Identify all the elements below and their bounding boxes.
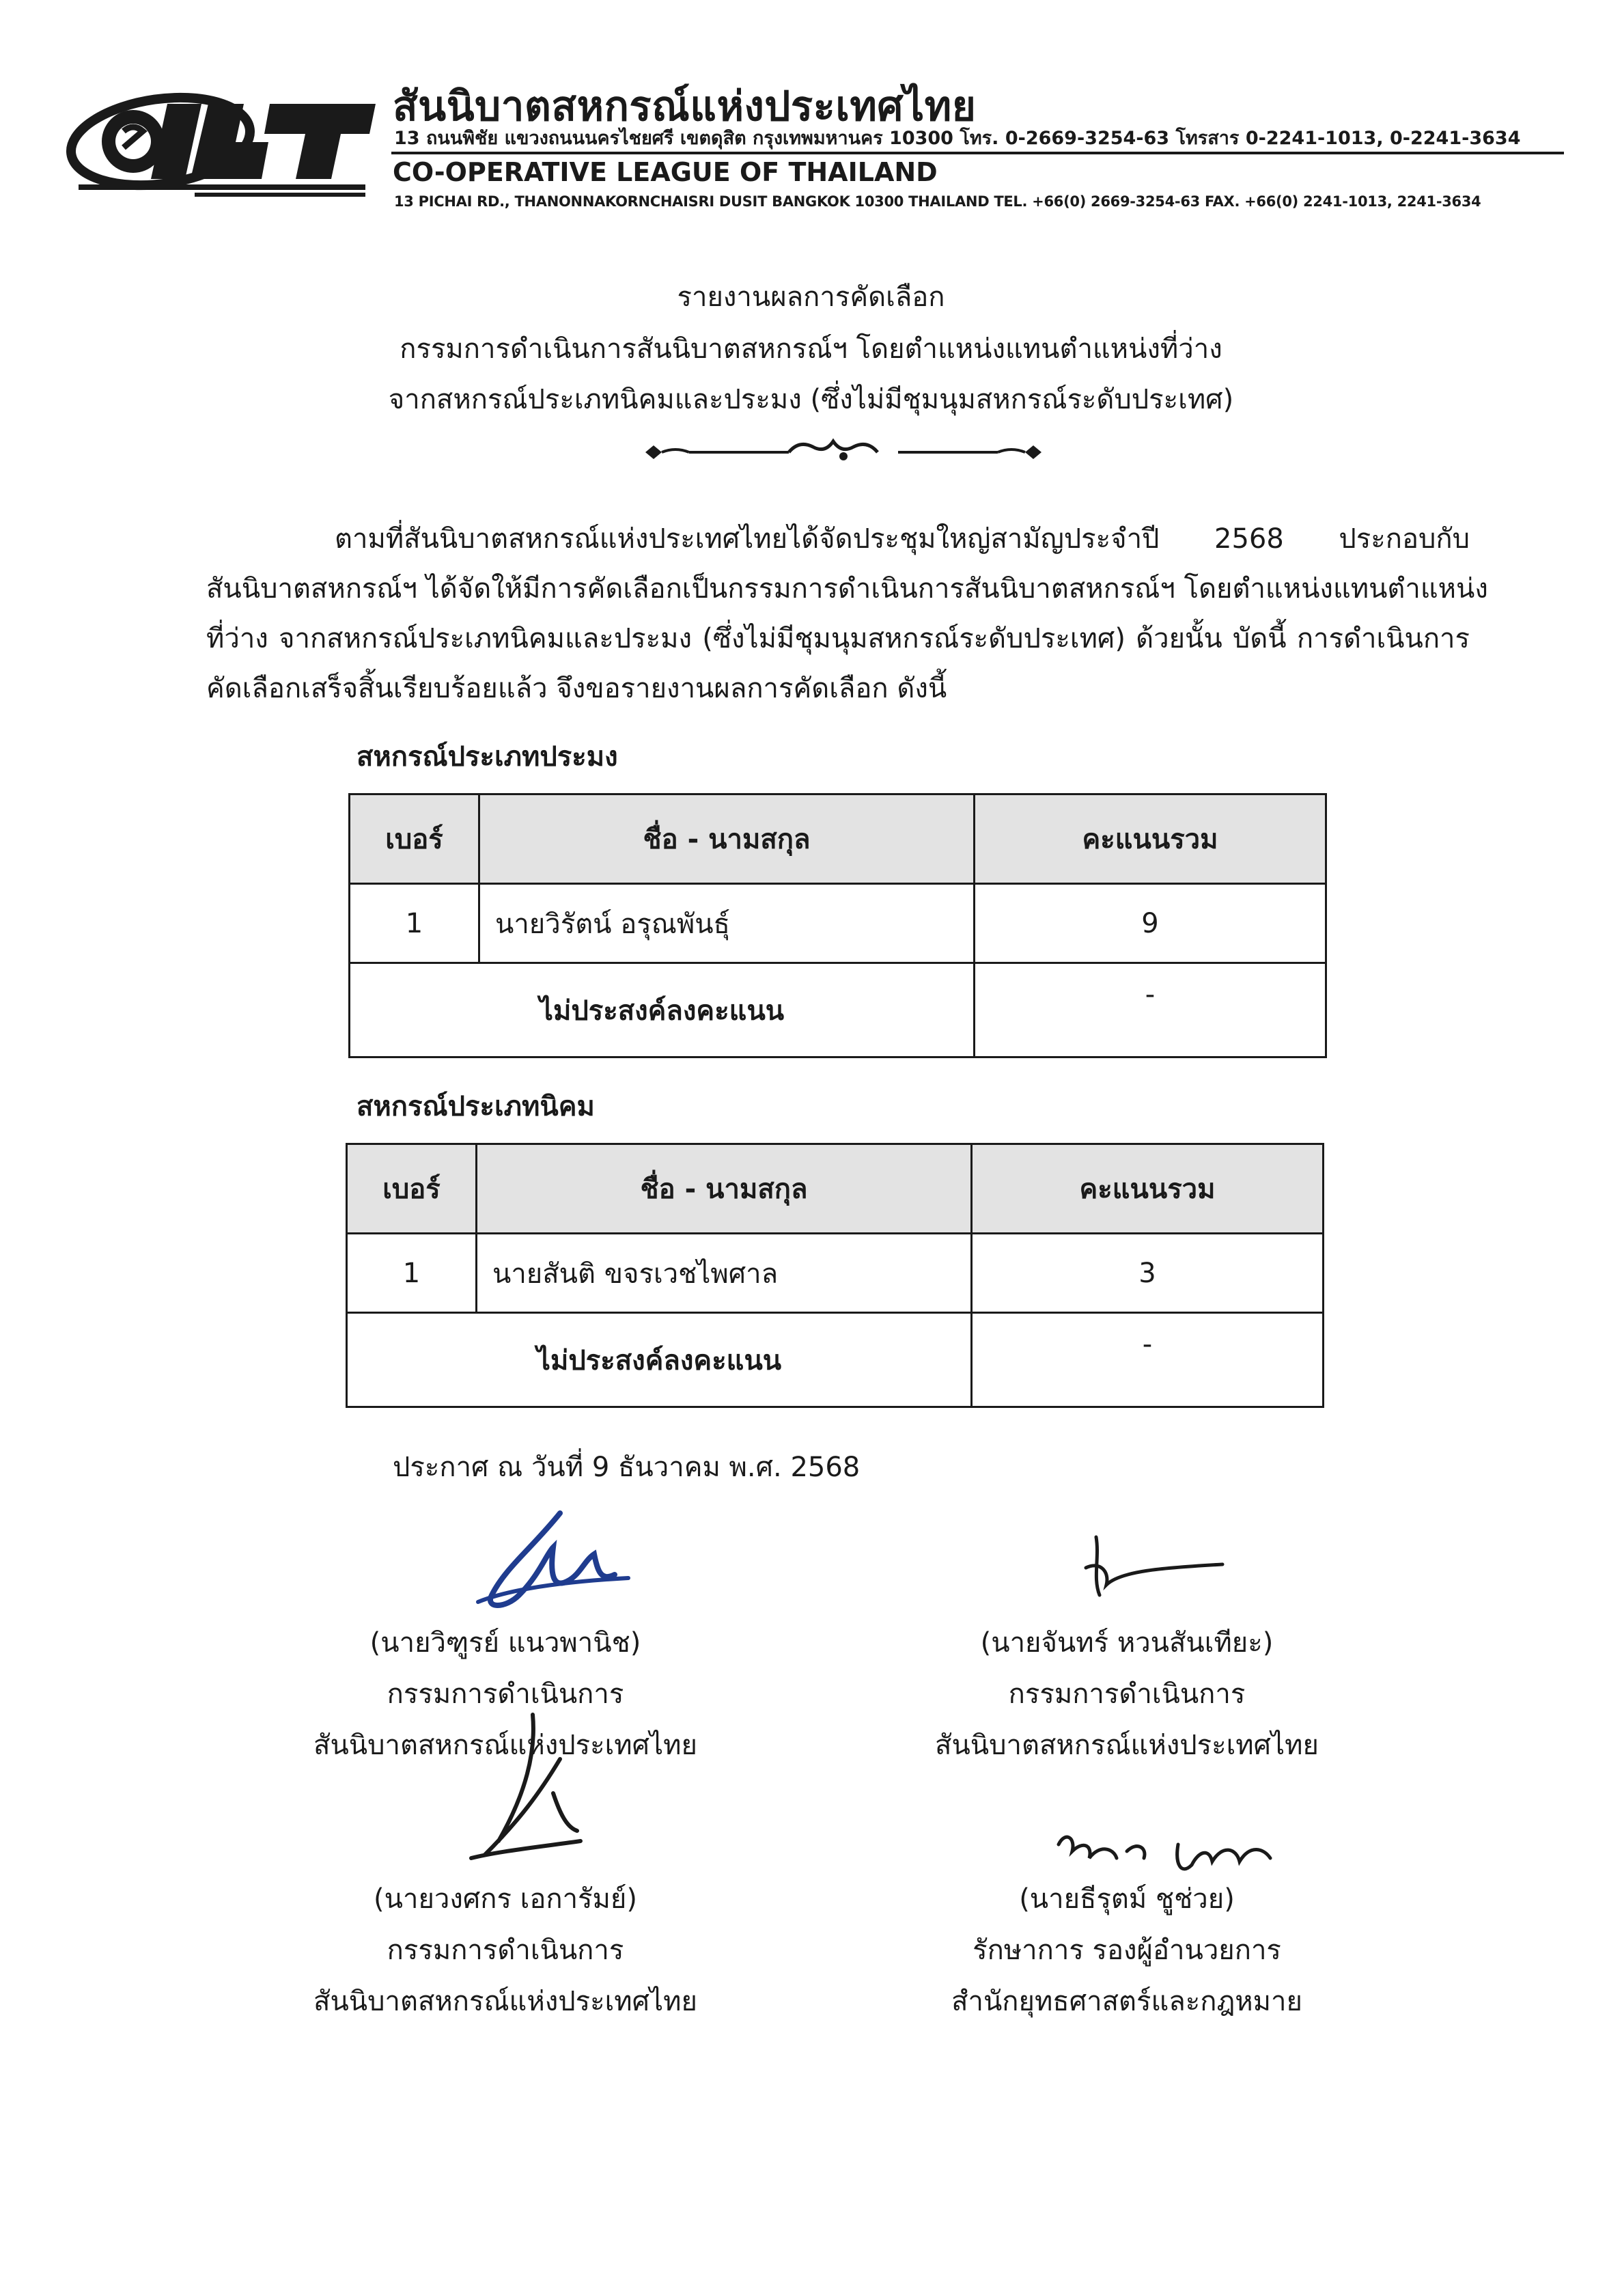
table-row	[347, 1234, 1324, 1313]
address-en: 13 PICHAI RD., THANONNAKORNCHAISRI DUSIT BANGKOK 10300 THAILAND TEL. +66(0) 2669-3254-63 FAX. +66(0) 2241-1013, 2241-3634	[394, 193, 1481, 210]
table-row	[350, 884, 1326, 963]
announcement-date: ประกาศ ณ วันที่ 9 ธันวาคม พ.ศ. 2568	[393, 1452, 861, 1483]
report-subtitle-2: จากสหกรณ์ประเภทนิคมและประมง (ซึ่งไม่มีชุมนุมสหกรณ์ระดับประเทศ)	[388, 384, 1234, 415]
signature-4	[1052, 1817, 1284, 1879]
signatory-position: กรรมการดำเนินการ	[1008, 1678, 1246, 1710]
header-divider	[391, 152, 1564, 154]
org-name-th: สันนิบาตสหกรณ์แห่งประเทศไทย	[393, 83, 977, 130]
signatory-organization: สันนิบาตสหกรณ์แห่งประเทศไทย	[935, 1730, 1319, 1761]
signatory-position: กรรมการดำเนินการ	[387, 1935, 624, 1966]
signatory-organization: สำนักยุทธศาสตร์และกฎหมาย	[951, 1986, 1302, 2017]
abstain-row	[350, 963, 1326, 1057]
col-header-name: ชื่อ - นามสกุล	[479, 794, 975, 884]
col-header-score: คะแนนรวม	[972, 1144, 1324, 1234]
candidate-number: 1	[347, 1234, 477, 1313]
signature-3	[458, 1711, 594, 1868]
table-header-row	[347, 1144, 1324, 1234]
abstain-label: ไม่ประสงค์ลงคะแนน	[347, 1313, 972, 1407]
signature-2	[1079, 1530, 1236, 1605]
signatory-3	[225, 1874, 785, 2028]
candidate-score: 9	[975, 884, 1326, 963]
body-line-4: คัดเลือกเสร็จสิ้นเรียบร้อยแล้ว จึงขอรายงานผลการคัดเลือก ดังนี้	[206, 673, 947, 704]
col-header-number: เบอร์	[350, 794, 479, 884]
body-line-1: ตามที่สันนิบาตสหกรณ์แห่งประเทศไทยได้จัดประชุมใหญ่สามัญประจำปี 2568 ประกอบกับ	[335, 523, 1470, 555]
col-header-score: คะแนนรวม	[975, 794, 1326, 884]
signatory-name: (นายวิฑูรย์ แนวพานิช)	[369, 1627, 641, 1659]
signatory-position: รักษาการ รองผู้อำนวยการ	[973, 1935, 1281, 1966]
abstain-score: -	[975, 963, 1326, 1057]
signatory-name: (นายวงศกร เอการัมย์)	[374, 1883, 637, 1915]
ornament-divider	[639, 432, 1048, 473]
candidate-score: 3	[972, 1234, 1324, 1313]
candidate-name: นายสันติ ขจรเวชไพศาล	[477, 1234, 972, 1313]
org-name-en: CO-OPERATIVE LEAGUE OF THAILAND	[393, 157, 938, 187]
signatory-organization: สันนิบาตสหกรณ์แห่งประเทศไทย	[313, 1986, 697, 2017]
abstain-row	[347, 1313, 1324, 1407]
signatory-name: (นายธีรุตม์ ชูช่วย)	[1019, 1883, 1235, 1915]
signatory-name: (นายจันทร์ หวนสันเทียะ)	[980, 1627, 1274, 1659]
settlement-section-title: สหกรณ์ประเภทนิคม	[356, 1091, 595, 1122]
fishery-results-table	[348, 793, 1327, 1058]
table-header-row	[350, 794, 1326, 884]
candidate-name: นายวิรัตน์ อรุณพันธุ์	[479, 884, 975, 963]
settlement-results-table	[346, 1143, 1324, 1408]
address-th: 13 ถนนพิชัย แขวงถนนนครไชยศรี เขตดุสิต กรุงเทพมหานคร 10300 โทร. 0-2669-3254-63 โทรสาร 0-2241-1013, 0-2241-3634	[394, 128, 1521, 149]
signatory-organization: สันนิบาตสหกรณ์แห่งประเทศไทย	[313, 1730, 697, 1761]
signature-1	[464, 1506, 635, 1622]
signatory-2	[847, 1618, 1407, 1771]
body-line-3: ที่ว่าง จากสหกรณ์ประเภทนิคมและประมง (ซึ่งไม่มีชุมนุมสหกรณ์ระดับประเทศ) ด้วยนั้น บัดนี้ การดำเนินการ	[206, 623, 1470, 654]
col-header-name: ชื่อ - นามสกุล	[477, 1144, 972, 1234]
body-line-2: สันนิบาตสหกรณ์ฯ ได้จัดให้มีการคัดเลือกเป็นกรรมการดำเนินการสันนิบาตสหกรณ์ฯ โดยตำแหน่งแทนตำแหน่ง	[206, 573, 1488, 605]
abstain-score: -	[972, 1313, 1324, 1407]
abstain-label: ไม่ประสงค์ลงคะแนน	[350, 963, 975, 1057]
report-subtitle-1: กรรมการดำเนินการสันนิบาตสหกรณ์ฯ โดยตำแหน่งแทนตำแหน่งที่ว่าง	[400, 333, 1222, 365]
signatory-4	[847, 1874, 1407, 2028]
report-title: รายงานผลการคัดเลือก	[677, 281, 945, 313]
signatory-position: กรรมการดำเนินการ	[387, 1678, 624, 1710]
col-header-number: เบอร์	[347, 1144, 477, 1234]
fishery-section-title: สหกรณ์ประเภทประมง	[356, 741, 618, 773]
clt-logo	[65, 77, 379, 203]
candidate-number: 1	[350, 884, 479, 963]
